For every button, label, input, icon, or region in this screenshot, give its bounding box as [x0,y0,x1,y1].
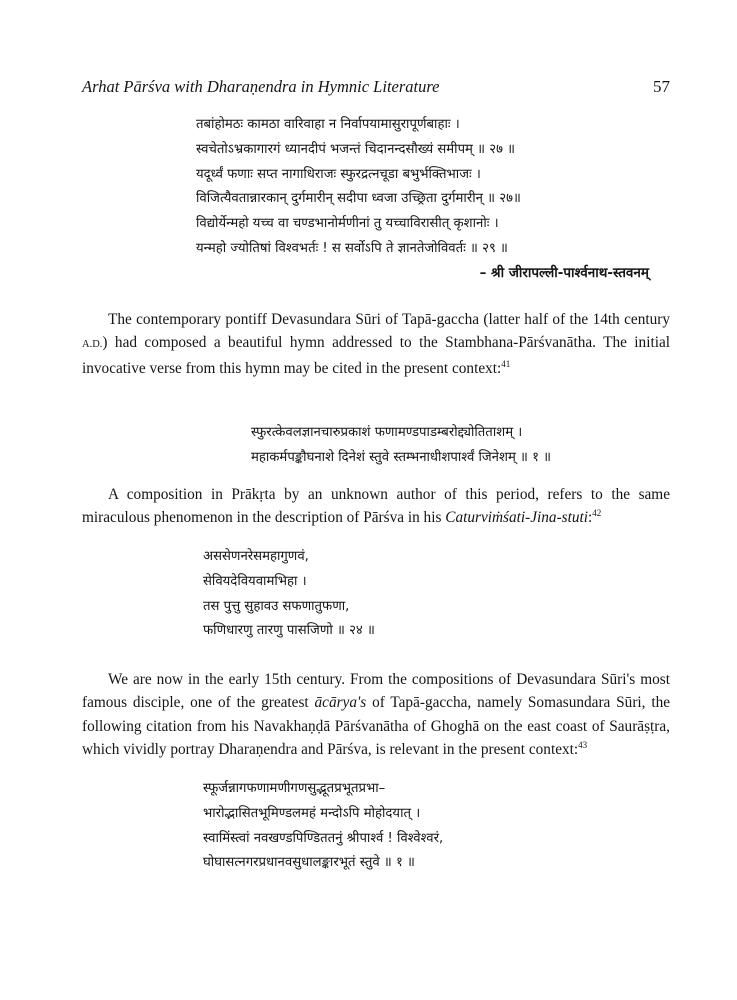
page-header [82,77,670,97]
verse-line: स्वामिंस्त्वां नवखण्डपिण्डिततनुं श्रीपार्श्व ! विश्वेश्वरं, [203,830,444,846]
verse-line: अससेणनरेसमहागुणवं, [203,549,309,564]
verse-attribution: – श्री जीरापल्ली-पार्श्वनाथ-स्तवनम् [479,265,649,281]
verse-line: सेवियदेवियवामभिहा । [203,573,307,589]
footnote-ref: 42 [592,508,602,519]
verse-block-stambhana [251,421,551,471]
verse-block-jirapalli [196,113,521,262]
paragraph-text: A composition in Prākṛta by an unknown author of this period, refers to the same miraculous phenomenon in the description of Pārśva in his [82,486,670,527]
punctuation: : [588,509,593,527]
verse-line: महाकर्मपङ्कौघनाशे दिनेशं स्तुवे स्तम्भनाधीशपार्श्वं जिनेशम् ॥ १ ॥ [251,449,552,465]
verse-line: भारोद्भासितभूमिण्डलमहं मन्दोऽपि मोहोदयात् । [203,805,421,821]
verse-line: स्फुरत्केवलज्ञानचारुप्रकाशं फणामण्डपाडम्बरोद्द्योतिताशम् । [251,425,523,440]
paragraph-text: We are now in the early 15th century. From the compositions of Devasundara Sūri's most famous disciple, one of the greatest [82,671,670,712]
italic-term: ācārya's [314,694,367,712]
verse-line: तस पुत्तु सुहावउ सफणातुफणा, [203,598,350,614]
verse-line: तबांहोमठः कामठा वारिवाहा न निर्वापयामासुरापूर्णबाहाः । [196,117,460,132]
verse-line: विजित्यैवतान्नारकान् दुर्गमारीन् सदीपा ध्वजा उच्छ्रिता दुर्गमारीन् ॥ २७॥ [196,191,521,207]
era-abbreviation: A.D. [82,339,103,351]
paragraph-prakrta [82,483,670,530]
verse-line: फणिधारणु तारणु पासजिणो ॥ २४ ॥ [203,623,375,639]
paragraph-text: The contemporary pontiff Devasundara Sūri of Tapā-gaccha (latter half of the 14th century [108,311,670,328]
verse-line: स्फूर्जन्नागफणामणीगणसुद्भूतप्रभूतप्रभा– [203,781,386,796]
footnote-ref: 41 [501,358,511,369]
work-title: Caturviṁśati-Jina-stuti [445,509,589,527]
verse-line: यन्महो ज्योतिषां विश्वभर्तः ! स सर्वोऽपि ते ज्ञानतेजोविवर्तः ॥ २९ ॥ [196,240,508,256]
paragraph-text: of Tapā-gaccha, namely Somasundara Sūri, the following citation from his Navakhaṇḍā Pārśvanātha of Ghoghā on the east coast of Saurāṣṭra, which vividly portray Dharaṇendra and Pārśva, is relevant in the present context: [82,694,671,759]
footnote-ref: 43 [578,740,588,751]
paragraph-devasundara [82,308,670,380]
page-number: 57 [653,77,670,96]
paragraph-text: ) had composed a beautiful hymn addressed to the Stambhana-Pārśvanātha. The initial invocative verse from this hymn may be cited in the present context: [82,334,670,377]
verse-block-navakhanda [203,777,443,876]
verse-block-prakrta [203,545,375,644]
verse-line: घोघासत्नगरप्रधानवसुधालङ्कारभूतं स्तुवे ॥ १ ॥ [203,855,415,871]
verse-line: यदूर्ध्वं फणाः सप्त नागाधिराजः स्फुरद्रत्नचूडा बभुर्भक्तिभाजः । [196,166,481,182]
running-title: Arhat Pārśva with Dharaṇendra in Hymnic Literature [82,77,440,96]
verse-line: विद्योर्येन्महो यच्च वा चण्डभानोर्मणीनां तु यच्चाविरासीत् कृशानोः । [196,216,499,232]
verse-line: स्वचेतोऽभ्रकागारगं ध्यानदीपं भजन्तं चिदानन्दसौख्यं समीपम् ॥ २७ ॥ [196,141,516,157]
paragraph-somasundara [82,668,670,762]
